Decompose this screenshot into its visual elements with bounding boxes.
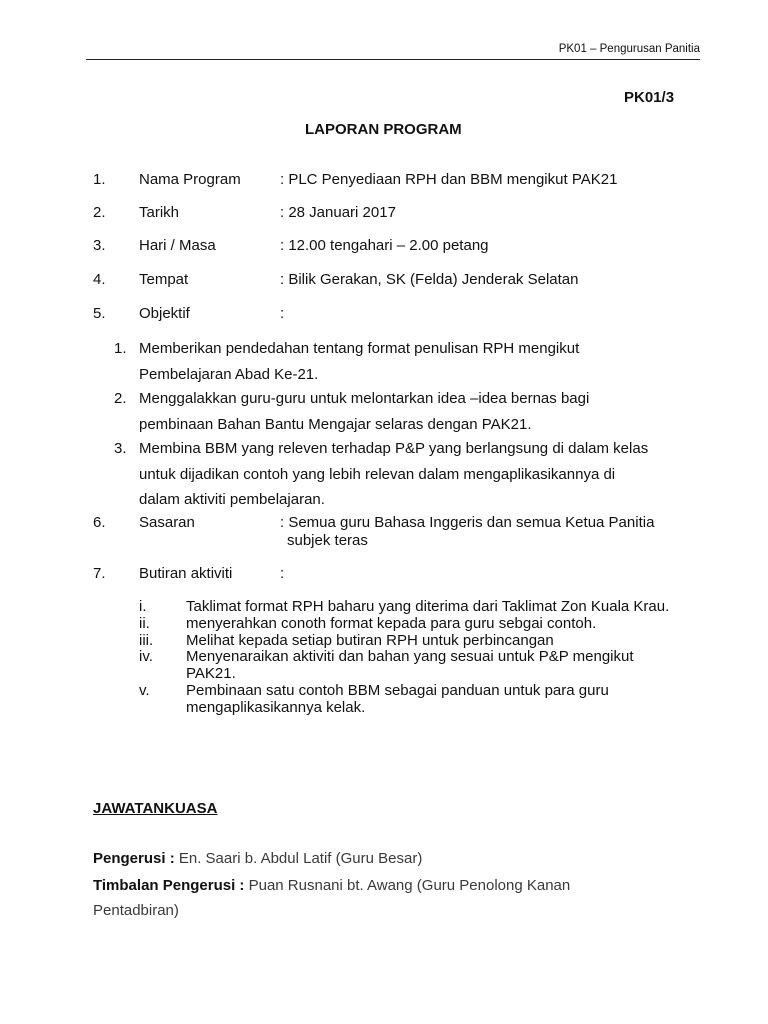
field-row bbox=[0, 171, 768, 191]
field-row bbox=[0, 565, 768, 585]
field-label: Nama Program bbox=[139, 171, 241, 188]
committee-deputy bbox=[93, 877, 570, 894]
field-label: Objektif bbox=[139, 305, 190, 322]
field-number: 3. bbox=[93, 237, 106, 254]
deputy-value: Puan Rusnani bt. Awang (Guru Penolong Kanan bbox=[248, 877, 571, 894]
form-code: PK01/3 bbox=[624, 89, 675, 106]
field-value: : Bilik Gerakan, SK (Felda) Jenderak Selatan bbox=[280, 271, 579, 288]
field-label: Hari / Masa bbox=[139, 237, 216, 254]
objective-item bbox=[114, 336, 579, 387]
list-item-number: iv. bbox=[139, 648, 153, 666]
objective-line: pembinaan Bahan Bantu Mengajar selaras dengan PAK21. bbox=[139, 415, 532, 433]
list-item-text: menyerahkan conoth format kepada para guru sebgai contoh. bbox=[186, 614, 597, 632]
list-item-text: Melihat kepada setiap butiran RPH untuk perbincangan bbox=[186, 631, 554, 649]
field-value: : PLC Penyediaan RPH dan BBM mengikut PAK21 bbox=[280, 171, 618, 188]
field-number: 1. bbox=[93, 171, 106, 188]
field-label: Tempat bbox=[139, 271, 189, 288]
field-row bbox=[0, 271, 768, 291]
deputy-label: Timbalan Pengerusi : bbox=[93, 877, 245, 894]
objective-item bbox=[114, 436, 648, 513]
activity-list bbox=[139, 599, 679, 717]
objective-item bbox=[114, 386, 589, 437]
field-value-continued: subjek teras bbox=[287, 532, 368, 549]
list-item bbox=[139, 599, 679, 616]
objective-number: 2. bbox=[114, 390, 127, 407]
list-item-number: iii. bbox=[139, 631, 154, 649]
field-number: 2. bbox=[93, 204, 106, 221]
field-value: : bbox=[280, 565, 285, 582]
objective-number: 1. bbox=[114, 340, 127, 357]
objective-line: Menggalakkan guru-guru untuk melontarkan idea –idea bernas bagi bbox=[139, 390, 590, 407]
field-number: 5. bbox=[93, 305, 106, 322]
field-row-sasaran bbox=[0, 514, 768, 554]
header-rule bbox=[86, 59, 700, 60]
list-item-text: Pembinaan satu contoh BBM sebagai panduan untuk para guru mengaplikasikannya kelak. bbox=[186, 681, 609, 716]
list-item bbox=[139, 633, 679, 650]
objective-line: Memberikan pendedahan tentang format penulisan RPH mengikut bbox=[139, 340, 580, 357]
objective-line: dalam aktiviti pembelajaran. bbox=[139, 491, 325, 508]
field-label: Butiran aktiviti bbox=[139, 565, 233, 582]
list-item-text: Taklimat format RPH baharu yang diterima dari Taklimat Zon Kuala Krau. bbox=[186, 598, 670, 615]
field-number: 4. bbox=[93, 271, 106, 288]
field-number: 6. bbox=[93, 514, 106, 531]
field-value: : 12.00 tengahari – 2.00 petang bbox=[280, 237, 489, 254]
field-label: Tarikh bbox=[139, 204, 180, 221]
list-item bbox=[139, 683, 679, 717]
section-heading: JAWATANKUASA bbox=[93, 800, 218, 817]
chair-value: En. Saari b. Abdul Latif (Guru Besar) bbox=[178, 850, 423, 867]
page-title: LAPORAN PROGRAM bbox=[305, 121, 462, 138]
list-item-number: v. bbox=[139, 681, 150, 699]
objective-line: Pembelajaran Abad Ke-21. bbox=[139, 365, 319, 383]
list-item-text: Menyenaraikan aktiviti dan bahan yang sesuai untuk P&P mengikut PAK21. bbox=[186, 648, 634, 683]
field-row bbox=[0, 237, 768, 257]
list-item bbox=[139, 616, 679, 633]
field-number: 7. bbox=[93, 565, 106, 582]
objective-line: untuk dijadikan contoh yang lebih relevan dalam mengaplikasikannya di bbox=[139, 465, 616, 483]
field-value: : bbox=[280, 305, 285, 322]
field-value: : 28 Januari 2017 bbox=[280, 204, 396, 221]
list-item bbox=[139, 649, 679, 683]
field-row bbox=[0, 305, 768, 325]
objective-number: 3. bbox=[114, 440, 127, 457]
chair-label: Pengerusi : bbox=[93, 850, 175, 867]
field-label: Sasaran bbox=[139, 514, 195, 531]
objective-line: Membina BBM yang releven terhadap P&P yang berlangsung di dalam kelas bbox=[139, 440, 649, 457]
running-header: PK01 – Pengurusan Panitia bbox=[558, 43, 700, 55]
list-item-number: i. bbox=[139, 598, 147, 615]
field-row bbox=[0, 204, 768, 224]
deputy-value-continued: Pentadbiran) bbox=[93, 902, 179, 919]
committee-chair bbox=[93, 850, 422, 867]
field-value: : Semua guru Bahasa Inggeris dan semua Ketua Panitia bbox=[280, 514, 655, 531]
list-item-number: ii. bbox=[139, 614, 150, 632]
